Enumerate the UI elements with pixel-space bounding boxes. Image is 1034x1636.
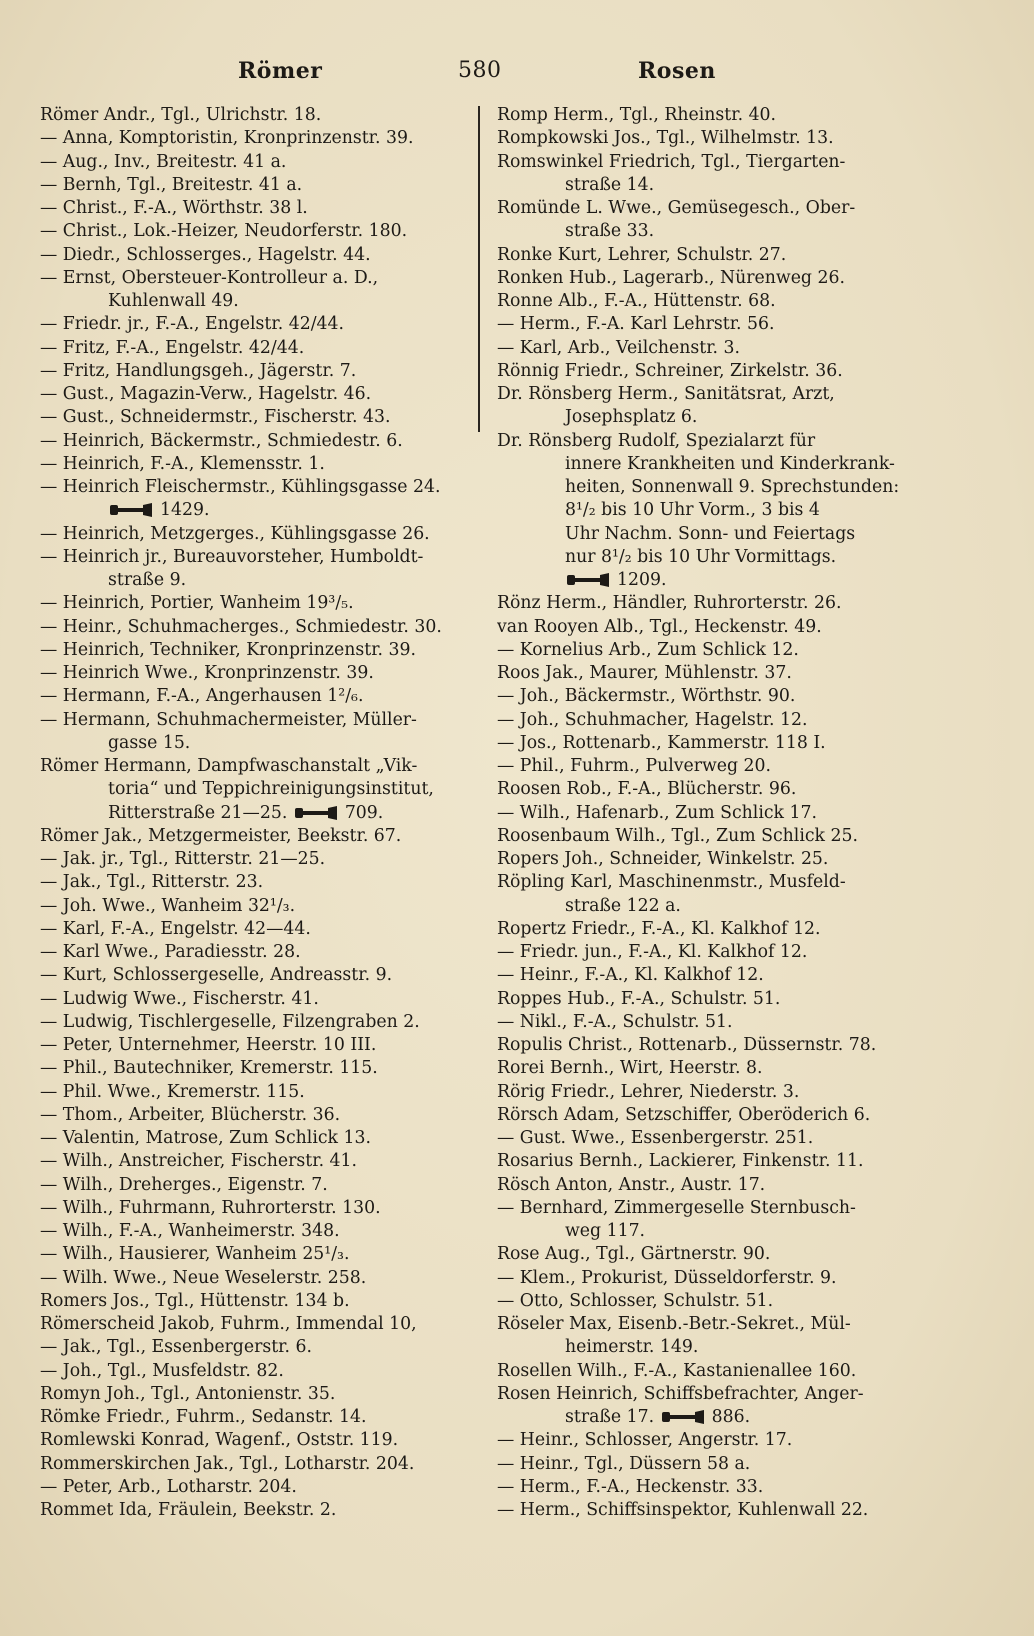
entry-text: straße 17. (565, 1407, 655, 1427)
entry-text: weg 117. (565, 1221, 646, 1241)
phone-number: 886. (711, 1407, 751, 1427)
entry-text: — Phil., Bautechniker, Kremerstr. 115. (40, 1058, 378, 1079)
entry-text: — Heinrich Wwe., Kronprinzenstr. 39. (40, 663, 374, 683)
entry-text: — Klem., Prokurist, Düsseldorferstr. 9. (497, 1267, 837, 1288)
directory-entry (40, 1360, 465, 1383)
directory-entry (497, 499, 937, 522)
directory-entry (40, 244, 465, 267)
telephone-icon (295, 806, 339, 819)
entry-text: — Peter, Unternehmer, Heerstr. 10 III. (40, 1035, 377, 1055)
directory-entry (40, 918, 465, 941)
entry-text: — Wilh., Anstreicher, Fischerstr. 41. (40, 1151, 358, 1172)
entry-text: Römerscheid Jakob, Fuhrm., Immendal 10, (40, 1314, 417, 1334)
directory-entry (40, 499, 465, 522)
directory-entry (40, 639, 465, 662)
directory-entry (40, 1476, 465, 1499)
entry-text: — Bernh, Tgl., Breitestr. 41 a. (40, 174, 303, 195)
entry-text: straße 33. (565, 221, 655, 242)
entry-text: Rose Aug., Tgl., Gärtnerstr. 90. (497, 1244, 771, 1265)
entry-text: — Ludwig Wwe., Fischerstr. 41. (40, 988, 319, 1009)
directory-entry (497, 802, 937, 825)
directory-entry (40, 592, 465, 615)
directory-entry (497, 662, 937, 685)
directory-entry (497, 1453, 937, 1476)
directory-entry (40, 1057, 465, 1080)
entry-text: — Gust., Magazin-Verw., Hagelstr. 46. (40, 384, 372, 404)
directory-entry (497, 1267, 937, 1290)
entry-text: nur 8¹/₂ bis 10 Uhr Vormittags. (565, 546, 837, 567)
entry-text: innere Krankheiten und Kinderkrank- (565, 453, 895, 474)
entry-text: 8¹/₂ bis 10 Uhr Vorm., 3 bis 4 (565, 500, 820, 521)
directory-entry (497, 1383, 937, 1406)
entry-text: Römer Hermann, Dampfwaschanstalt „Vik- (40, 756, 418, 776)
directory-entry (40, 755, 465, 778)
directory-entry (40, 1034, 465, 1057)
entry-text: Ropertz Friedr., F.-A., Kl. Kalkhof 12. (497, 918, 821, 939)
entry-text: toria“ und Teppichreinigungsinstitut, (108, 779, 434, 800)
entry-text: — Phil. Wwe., Kremerstr. 115. (40, 1081, 305, 1102)
directory-entry (497, 709, 937, 732)
entry-text: Romers Jos., Tgl., Hüttenstr. 134 b. (40, 1290, 350, 1311)
entry-text: Ropulis Christ., Rottenarb., Düssernstr. 78. (497, 1035, 877, 1055)
entry-text: — Wilh. Wwe., Neue Weselerstr. 258. (40, 1267, 367, 1288)
entry-text: — Gust. Wwe., Essenbergerstr. 251. (497, 1128, 814, 1148)
directory-entry (40, 1406, 465, 1429)
directory-entry (40, 1453, 465, 1476)
entry-text: — Joh., Schuhmacher, Hagelstr. 12. (497, 709, 808, 730)
entry-text: heiten, Sonnenwall 9. Sprechstunden: (565, 477, 900, 497)
directory-entry (497, 825, 937, 848)
directory-entry (40, 151, 465, 174)
entry-text: — Heinr., Schlosser, Angerstr. 17. (497, 1430, 793, 1451)
directory-entry (40, 1197, 465, 1220)
directory-entry (40, 988, 465, 1011)
directory-entry (497, 685, 937, 708)
directory-entry (497, 546, 937, 569)
entry-text: — Hermann, Schuhmachermeister, Müller- (40, 709, 417, 730)
column-divider-upper (478, 106, 480, 422)
directory-entry (497, 1034, 937, 1057)
entry-text: straße 14. (565, 174, 655, 195)
directory-entry (40, 1150, 465, 1173)
entry-text: Romünde L. Wwe., Gemüsegesch., Ober- (497, 198, 856, 218)
entry-text: Romlewski Konrad, Wagenf., Oststr. 119. (40, 1430, 399, 1451)
directory-entry (497, 732, 937, 755)
entry-text: Rösch Anton, Anstr., Austr. 17. (497, 1174, 766, 1195)
telephone-icon (110, 503, 154, 516)
entry-text: — Valentin, Matrose, Zum Schlick 13. (40, 1128, 371, 1148)
directory-entry (40, 802, 465, 825)
directory-entry (40, 1081, 465, 1104)
directory-entry (40, 453, 465, 476)
directory-entry (40, 337, 465, 360)
directory-entry (40, 709, 465, 732)
entry-text: — Christ., Lok.-Heizer, Neudorferstr. 180. (40, 221, 408, 242)
directory-entry (497, 639, 937, 662)
entry-text: — Jak., Tgl., Ritterstr. 23. (40, 872, 264, 893)
entry-text: Uhr Nachm. Sonn- und Feiertags (565, 523, 856, 544)
entry-text: Romp Herm., Tgl., Rheinstr. 40. (497, 105, 777, 125)
entry-text: — Heinrich jr., Bureauvorsteher, Humboldt- (40, 546, 424, 567)
directory-entry (497, 1174, 937, 1197)
directory-entry (40, 1429, 465, 1452)
directory-entry (497, 406, 937, 429)
entry-text: Römke Friedr., Fuhrm., Sedanstr. 14. (40, 1407, 367, 1427)
entry-text: — Wilh., Hafenarb., Zum Schlick 17. (497, 802, 817, 823)
entry-text: Röpling Karl, Maschinenmstr., Musfeld- (497, 872, 846, 893)
entry-text: 1429. (160, 500, 210, 521)
directory-entry (40, 360, 465, 383)
entry-text: — Heinrich Fleischermstr., Kühlingsgasse 24. (40, 477, 441, 497)
entry-text: Rorei Bernh., Wirt, Heerstr. 8. (497, 1058, 763, 1079)
directory-entry (40, 220, 465, 243)
entry-text: — Friedr. jun., F.-A., Kl. Kalkhof 12. (497, 942, 808, 962)
directory-entry (40, 406, 465, 429)
entry-text: Röseler Max, Eisenb.-Betr.-Sekret., Mül- (497, 1314, 851, 1334)
entry-text: — Wilh., F.-A., Wanheimerstr. 348. (40, 1221, 340, 1241)
entry-text: — Aug., Inv., Breitestr. 41 a. (40, 151, 287, 172)
directory-entry (497, 1081, 937, 1104)
entry-text: Rörig Friedr., Lehrer, Niederstr. 3. (497, 1081, 800, 1102)
directory-entry (40, 1243, 465, 1266)
entry-text: Ropers Joh., Schneider, Winkelstr. 25. (497, 849, 829, 869)
directory-entry (40, 685, 465, 708)
directory-entry (497, 1406, 937, 1429)
directory-entry (497, 244, 937, 267)
entry-text: — Jak., Tgl., Essenbergerstr. 6. (40, 1337, 313, 1358)
entry-text: Rosarius Bernh., Lackierer, Finkenstr. 11. (497, 1151, 864, 1172)
entry-text: — Ernst, Obersteuer-Kontrolleur a. D., (40, 267, 379, 288)
left-column (40, 104, 465, 1522)
entry-text: — Fritz, F.-A., Engelstr. 42/44. (40, 337, 305, 358)
directory-entry (40, 1011, 465, 1034)
directory-entry (40, 941, 465, 964)
directory-entry (497, 104, 937, 127)
directory-entry (497, 151, 937, 174)
entry-text: 1209. (617, 570, 667, 590)
directory-entry (497, 383, 937, 406)
entry-text: — Jak. jr., Tgl., Ritterstr. 21—25. (40, 849, 326, 869)
directory-entry (497, 1150, 937, 1173)
page-header (0, 58, 1034, 94)
entry-text: straße 9. (108, 570, 187, 590)
entry-text: Rönnig Friedr., Schreiner, Zirkelstr. 36. (497, 360, 843, 381)
entry-text: — Heinr., Tgl., Düssern 58 a. (497, 1453, 751, 1474)
entry-text: heimerstr. 149. (565, 1337, 699, 1358)
directory-entry (40, 732, 465, 755)
entry-text: Rommet Ida, Fräulein, Beekstr. 2. (40, 1500, 337, 1520)
directory-entry (40, 1499, 465, 1522)
directory-entry (40, 1174, 465, 1197)
directory-entry (497, 1429, 937, 1452)
entry-text: — Jos., Rottenarb., Kammerstr. 118 I. (497, 732, 826, 753)
entry-text: — Joh., Bäckermstr., Wörthstr. 90. (497, 686, 796, 707)
entry-text: — Ludwig, Tischlergeselle, Filzengraben 2. (40, 1011, 420, 1032)
directory-entry (497, 1290, 937, 1313)
header-left-keyword: Römer (238, 58, 323, 84)
directory-entry (497, 848, 937, 871)
directory-entry (497, 523, 937, 546)
entry-text: — Herm., F.-A. Karl Lehrstr. 56. (497, 314, 775, 335)
entry-text: — Karl, Arb., Veilchenstr. 3. (497, 337, 741, 358)
directory-entry (497, 1360, 937, 1383)
directory-entry (497, 197, 937, 220)
directory-entry (497, 313, 937, 336)
telephone-icon (662, 1410, 706, 1423)
entry-text: — Kornelius Arb., Zum Schlick 12. (497, 639, 799, 660)
entry-text: — Karl Wwe., Paradiesstr. 28. (40, 942, 301, 962)
entry-text: Rommerskirchen Jak., Tgl., Lotharstr. 204. (40, 1453, 415, 1474)
phone-number: 709. (344, 802, 384, 823)
entry-text: — Kurt, Schlossergeselle, Andreasstr. 9. (40, 965, 393, 986)
directory-entry (40, 174, 465, 197)
entry-text: — Christ., F.-A., Wörthstr. 38 l. (40, 198, 308, 218)
entry-text: — Karl, F.-A., Engelstr. 42—44. (40, 918, 311, 939)
directory-entry (497, 476, 937, 499)
directory-entry (40, 1336, 465, 1359)
directory-entry (40, 1220, 465, 1243)
directory-entry (40, 1104, 465, 1127)
directory-entry (40, 1383, 465, 1406)
entry-text: — Heinr., F.-A., Kl. Kalkhof 12. (497, 965, 764, 986)
entry-text: Roppes Hub., F.-A., Schulstr. 51. (497, 988, 781, 1009)
column-divider-lower (478, 398, 480, 432)
entry-text: Rosen Heinrich, Schiffsbefrachter, Anger- (497, 1383, 864, 1404)
directory-entry (40, 313, 465, 336)
directory-entry (497, 1499, 937, 1522)
directory-entry (497, 1476, 937, 1499)
directory-entry (40, 1267, 465, 1290)
directory-entry (40, 895, 465, 918)
directory-entry (40, 964, 465, 987)
entry-text: — Hermann, F.-A., Angerhausen 1²/₆. (40, 686, 364, 707)
directory-entry (497, 174, 937, 197)
entry-text: Romyn Joh., Tgl., Antonienstr. 35. (40, 1383, 336, 1404)
directory-entry (497, 988, 937, 1011)
directory-entry (40, 825, 465, 848)
entry-text: — Heinr., Schuhmacherges., Schmiedestr. 30. (40, 616, 442, 637)
directory-entry (40, 476, 465, 499)
entry-text: — Heinrich, F.-A., Klemensstr. 1. (40, 453, 325, 474)
entry-text: — Fritz, Handlungsgeh., Jägerstr. 7. (40, 360, 357, 381)
directory-entry (40, 383, 465, 406)
directory-entry (497, 1011, 937, 1034)
entry-text: — Wilh., Fuhrmann, Ruhrorterstr. 130. (40, 1197, 381, 1218)
directory-entry (497, 918, 937, 941)
entry-text: Rompkowski Jos., Tgl., Wilhelmstr. 13. (497, 128, 834, 149)
entry-text: — Diedr., Schlosserges., Hagelstr. 44. (40, 244, 371, 265)
directory-entry (497, 220, 937, 243)
directory-entry (497, 964, 937, 987)
entry-text: Kuhlenwall 49. (108, 291, 239, 311)
telephone-icon (567, 573, 611, 586)
directory-entry (40, 871, 465, 894)
entry-text: — Wilh., Hausierer, Wanheim 25¹/₃. (40, 1244, 350, 1265)
directory-entry (497, 267, 937, 290)
entry-text: — Friedr. jr., F.-A., Engelstr. 42/44. (40, 314, 344, 335)
directory-entry (497, 1127, 937, 1150)
directory-entry (497, 453, 937, 476)
entry-text: Roosen Rob., F.-A., Blücherstr. 96. (497, 779, 797, 800)
directory-entry (497, 337, 937, 360)
directory-entry (40, 848, 465, 871)
entry-text: — Heinrich, Bäckermstr., Schmiedestr. 6. (40, 430, 403, 451)
directory-entry (497, 616, 937, 639)
entry-text: — Gust., Schneidermstr., Fischerstr. 43. (40, 407, 391, 428)
entry-text: — Joh., Tgl., Musfeldstr. 82. (40, 1360, 284, 1381)
header-right-keyword: Rosen (638, 58, 716, 84)
entry-text: gasse 15. (108, 732, 191, 753)
entry-text: Römer Jak., Metzgermeister, Beekstr. 67. (40, 825, 402, 846)
right-column (497, 104, 937, 1522)
directory-entry (497, 1057, 937, 1080)
directory-entry (497, 290, 937, 313)
directory-entry (497, 360, 937, 383)
directory-entry (497, 1104, 937, 1127)
directory-entry (497, 755, 937, 778)
entry-text: Roos Jak., Maurer, Mühlenstr. 37. (497, 663, 792, 683)
entry-text: — Otto, Schlosser, Schulstr. 51. (497, 1290, 774, 1311)
entry-text: Josephsplatz 6. (565, 407, 698, 428)
directory-entry (40, 127, 465, 150)
entry-text: — Herm., F.-A., Heckenstr. 33. (497, 1476, 764, 1497)
directory-entry (40, 430, 465, 453)
directory-entry (497, 1243, 937, 1266)
directory-entry (497, 127, 937, 150)
directory-entry (497, 430, 937, 453)
entry-text: Roosenbaum Wilh., Tgl., Zum Schlick 25. (497, 825, 858, 846)
directory-entry (497, 1313, 937, 1336)
directory-entry (40, 290, 465, 313)
directory-entry (40, 569, 465, 592)
entry-text: Ritterstraße 21—25. (108, 802, 288, 823)
directory-entry (40, 523, 465, 546)
directory-entry (497, 1197, 937, 1220)
directory-entry (40, 1127, 465, 1150)
directory-entry (40, 546, 465, 569)
entry-text: — Herm., Schiffsinspektor, Kuhlenwall 22. (497, 1500, 869, 1520)
entry-text: van Rooyen Alb., Tgl., Heckenstr. 49. (497, 616, 822, 637)
entry-text: straße 122 a. (565, 895, 681, 916)
directory-entry (497, 941, 937, 964)
entry-text: Romswinkel Friedrich, Tgl., Tiergarten- (497, 151, 846, 172)
entry-text: — Joh. Wwe., Wanheim 32¹/₃. (40, 895, 296, 916)
page-number: 580 (458, 58, 502, 83)
entry-text: — Nikl., F.-A., Schulstr. 51. (497, 1011, 733, 1032)
directory-entry (497, 871, 937, 894)
directory-entry (497, 592, 937, 615)
directory-entry (497, 569, 937, 592)
directory-entry (497, 1336, 937, 1359)
directory-entry (40, 778, 465, 801)
directory-entry (497, 1220, 937, 1243)
directory-entry (40, 197, 465, 220)
directory-entry (40, 104, 465, 127)
entry-text: Rörsch Adam, Setzschiffer, Oberöderich 6. (497, 1104, 871, 1125)
entry-text: — Heinrich, Metzgerges., Kühlingsgasse 26. (40, 523, 430, 544)
entry-text: — Anna, Komptoristin, Kronprinzenstr. 39. (40, 128, 414, 149)
directory-entry (40, 267, 465, 290)
entry-text: — Wilh., Dreherges., Eigenstr. 7. (40, 1174, 328, 1195)
entry-text: — Bernhard, Zimmergeselle Sternbusch- (497, 1197, 856, 1218)
directory-entry (40, 1313, 465, 1336)
entry-text: — Peter, Arb., Lotharstr. 204. (40, 1476, 297, 1497)
directory-entry (497, 778, 937, 801)
entry-text: Ronke Kurt, Lehrer, Schulstr. 27. (497, 244, 787, 265)
directory-entry (40, 1290, 465, 1313)
entry-text: Ronken Hub., Lagerarb., Nürenweg 26. (497, 267, 845, 288)
directory-entry (40, 662, 465, 685)
entry-text: — Phil., Fuhrm., Pulverweg 20. (497, 756, 772, 776)
entry-text: — Heinrich, Portier, Wanheim 19³/₅. (40, 593, 354, 614)
directory-entry (497, 895, 937, 918)
entry-text: — Thom., Arbeiter, Blücherstr. 36. (40, 1104, 341, 1125)
entry-text: Ronne Alb., F.-A., Hüttenstr. 68. (497, 291, 776, 311)
entry-text: Dr. Rönsberg Herm., Sanitätsrat, Arzt, (497, 384, 835, 404)
entry-text: — Heinrich, Techniker, Kronprinzenstr. 39. (40, 639, 417, 660)
entry-text: Dr. Rönsberg Rudolf, Spezialarzt für (497, 430, 816, 451)
entry-text: Rönz Herm., Händler, Ruhrorterstr. 26. (497, 593, 842, 614)
entry-text: Römer Andr., Tgl., Ulrichstr. 18. (40, 105, 322, 125)
entry-text: Rosellen Wilh., F.-A., Kastanienallee 160. (497, 1360, 857, 1381)
directory-entry (40, 616, 465, 639)
